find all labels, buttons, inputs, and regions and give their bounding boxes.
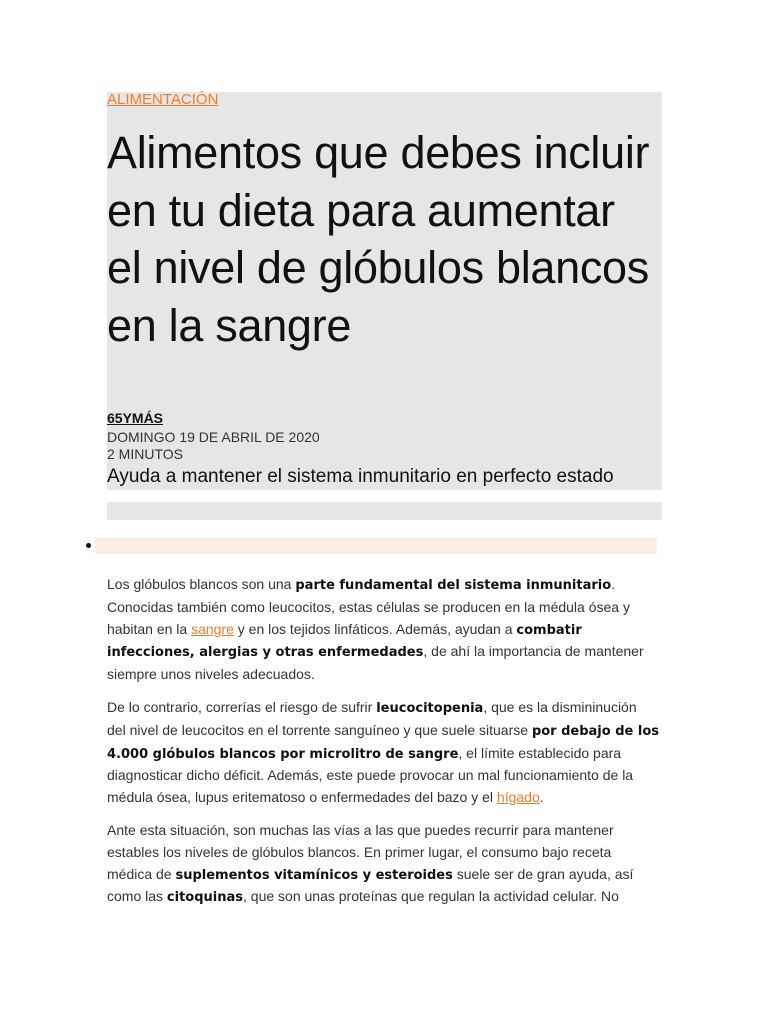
article-title: Alimentos que debes incluir en tu dieta para aumentar el nivel de glóbulos blancos en la sangre	[107, 127, 650, 351]
sangre-link[interactable]: sangre	[191, 620, 234, 637]
text: y en los tejidos linfáticos. Además, ayudan a	[233, 620, 517, 637]
read-time: 2 MINUTOS	[107, 446, 183, 462]
bullet-icon	[86, 543, 91, 548]
bold-text: citoquinas	[166, 890, 244, 906]
text: De lo contrario, correrías el riesgo de sufrir	[107, 698, 377, 715]
bold-text: combatir infecciones, alergias y otras enfermedades	[107, 622, 582, 661]
text: Ante esta situación, son muchas las vías a las que puedes recurrir para mantener estables los niveles de glóbulos blancos. En primer lugar, el consumo bajo receta médica de	[107, 821, 614, 882]
text: Los glóbulos blancos son una	[107, 576, 296, 592]
paragraph-1	[107, 574, 659, 686]
article-body	[107, 574, 659, 920]
header-divider-bar	[107, 502, 662, 520]
text: , de ahí la importancia de mantener siempre unos niveles adecuados.	[107, 643, 644, 683]
text: , que son unas proteínas que regulan la actividad celular. No	[243, 888, 619, 905]
text: , el límite establecido para diagnosticar dicho déficit. Además, este puede provocar un mal funcionamiento de la médula ósea, lupus eritematoso o enfermedades del bazo y el	[107, 744, 634, 806]
text: . Conocidas también como leucocitos, estas células se producen en la médula ósea y habitan en la	[107, 576, 630, 637]
paragraph-2	[107, 697, 659, 809]
bold-text: leucocitopenia	[376, 700, 484, 716]
bold-text: parte fundamental del sistema inmunitario	[295, 578, 612, 593]
bold-text: por debajo de los 4.000 glóbulos blancos por microlitro de sangre	[107, 723, 659, 762]
publish-date: DOMINGO 19 DE ABRIL DE 2020	[107, 429, 320, 445]
higado-link[interactable]: hígado	[496, 789, 540, 806]
bold-text: suplementos vitamínicos y esteroides	[175, 867, 453, 883]
article-subtitle: Ayuda a mantener el sistema inmunitario en perfecto estado	[107, 466, 614, 487]
text: .	[539, 789, 544, 806]
empty-list-item	[95, 538, 657, 554]
text: suele ser de gran ayuda, así como las	[107, 865, 634, 905]
paragraph-3	[107, 820, 659, 909]
author-link[interactable]: 65YMÁS	[107, 410, 164, 426]
text: , que es la dismininución del nivel de leucocitos en el torrente sanguíneo y que suele situarse	[107, 698, 637, 738]
category-link[interactable]: ALIMENTACIÓN	[107, 91, 219, 108]
